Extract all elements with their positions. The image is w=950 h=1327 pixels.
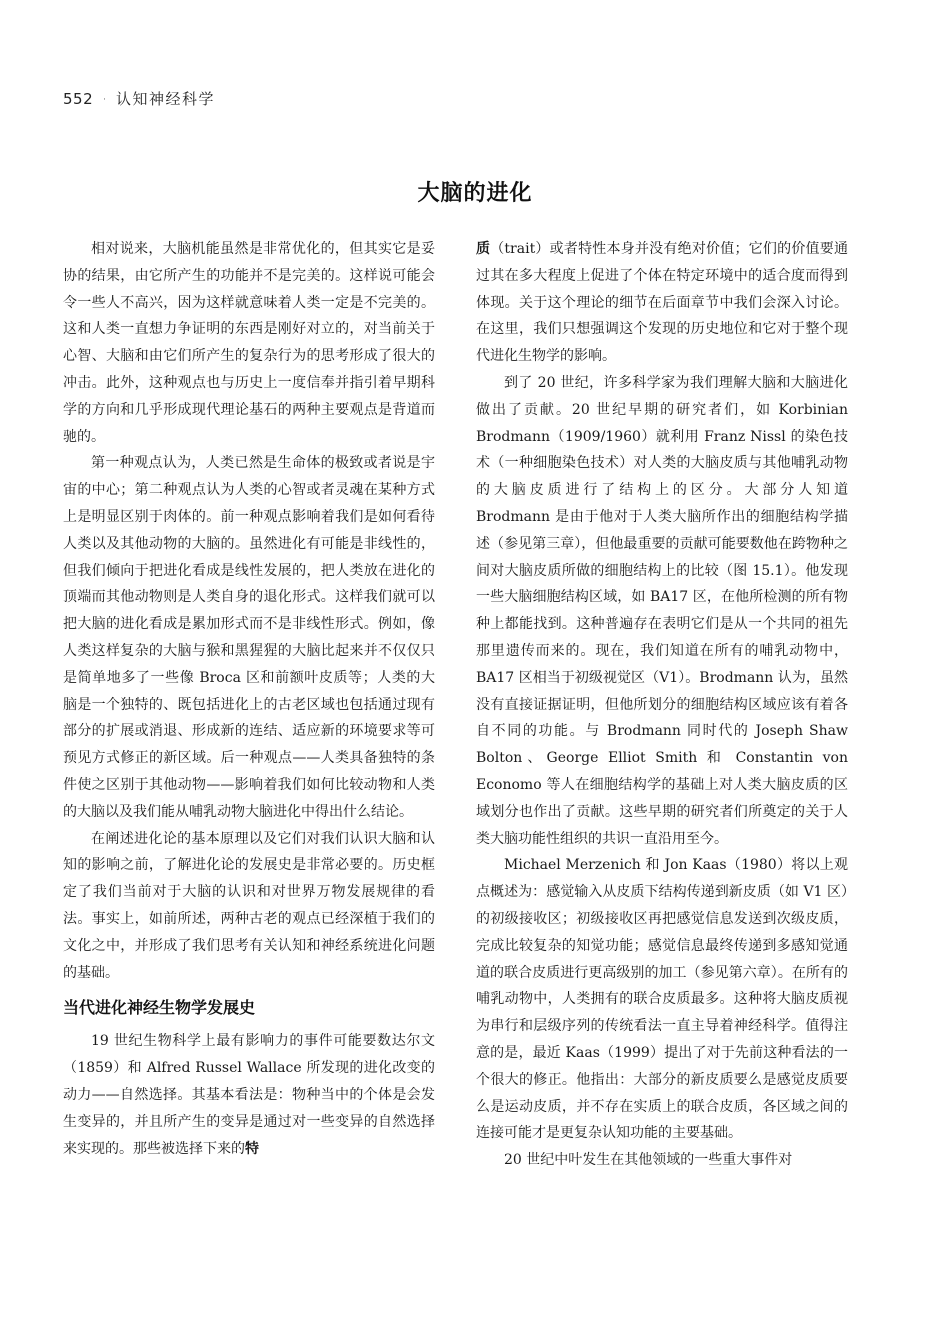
header-separator: · <box>103 94 107 105</box>
paragraph-text: （trait）或者特性本身并没有绝对价值；它们的价值要通过其在多大程度上促进了个体在特定环境中的适合度而得到体现。关于这个理论的细节在后面章节中我们会深入讨论。在这里，我们只想强调这个发现的历史地位和它对于整个现代进化生物学的影响。 <box>476 241 848 365</box>
paragraph-continued <box>476 236 848 370</box>
paragraph <box>63 1028 435 1162</box>
bold-term-start: 特 <box>245 1140 259 1157</box>
running-head <box>63 88 215 109</box>
left-column <box>63 236 435 1162</box>
paragraph: 到了 20 世纪，许多科学家为我们理解大脑和大脑进化做出了贡献。20 世纪早期的研究者们，如 Korbinian Brodmann（1909/1960）就利用 Franz Nissl 的染色技术（一种细胞染色技术）对人类的大脑皮质与其他哺乳动物的大脑皮质进行了结构上的区分。大部分人知道 Brodmann 是由于他对于人类大脑所作出的细胞结构学描述（参见第三章），但他最重要的贡献可能要数他在跨物种之间对大脑皮质所做的细胞结构上的比较（图 15.1）。他发现一些大脑细胞结构区域，如 BA17 区，在他所检测的所有物种上都能找到。这种普遍存在表明它们是从一个共同的祖先那里遗传而来的。现在，我们知道在所有的哺乳动物中，BA17 区相当于初级视觉区（V1）。Brodmann 认为，虽然没有直接证据证明，但他所划分的细胞结构区域应该有着各自不同的功能。与 Brodmann 同时代的 Joseph Shaw Bolton、George Elliot Smith 和 Constantin von Economo 等人在细胞结构学的基础上对人类大脑皮质的区域划分也作出了贡献。这些早期的研究者们所奠定的关于人类大脑功能性组织的共识一直沿用至今。 <box>476 374 848 847</box>
paragraph: 20 世纪中叶发生在其他领域的一些重大事件对 <box>504 1152 793 1169</box>
book-title: 认知神经科学 <box>116 90 216 108</box>
paragraph-text: 19 世纪生物科学上最有影响力的事件可能要数达尔文（1859）和 Alfred Russel Wallace 所发现的进化改变的动力——自然选择。其基本看法是：物种当中的个体是会发生变异的，并且所产生的变异是通过对一些变异的自然选择来实现的。那些被选择下来的 <box>63 1033 435 1157</box>
right-column <box>476 236 848 1174</box>
section-heading: 当代进化神经生物学发展史 <box>63 998 256 1018</box>
paragraph: 相对说来，大脑机能虽然是非常优化的，但其实它是妥协的结果，由它所产生的功能并不是完美的。这样说可能会令一些人不高兴，因为这样就意味着人类一定是不完美的。这和人类一直想力争证明的东西是刚好对立的，对当前关于心智、大脑和由它们所产生的复杂行为的思考形成了很大的冲击。此外，这种观点也与历史上一度信奉并指引着早期科学的方向和几乎形成现代理论基石的两种主要观点是背道而驰的。 <box>63 241 435 445</box>
paragraph: Michael Merzenich 和 Jon Kaas（1980）将以上观点概述为：感觉输入从皮质下结构传递到新皮质（如 V1 区）的初级接收区；初级接收区再把感觉信息发送到次级皮质，完成比较复杂的知觉功能；感觉信息最终传递到多感知觉通道的联合皮质进行更高级别的加工（参见第六章）。在所有的哺乳动物中，人类拥有的联合皮质最多。这种将大脑皮质视为串行和层级序列的传统看法一直主导着神经科学。值得注意的是，最近 Kaas（1999）提出了对于先前这种看法的一个很大的修正。他指出：大部分的新皮质要么是感觉皮质要么是运动皮质，并不存在实质上的联合皮质，各区域之间的连接可能才是更复杂认知功能的主要基础。 <box>476 857 848 1142</box>
paragraph: 第一种观点认为，人类已然是生命体的极致或者说是宇宙的中心；第二种观点认为人类的心智或者灵魂在某种方式上是明显区别于肉体的。前一种观点影响着我们是如何看待人类以及其他动物的大脑的。虽然进化有可能是非线性的，但我们倾向于把进化看成是线性发展的，把人类放在进化的顶端而其他动物则是人类自身的退化形式。这样我们就可以把大脑的进化看成是累加形式而不是非线性形式。例如，像人类这样复杂的大脑与猴和黑猩猩的大脑比起来并不仅仅只是简单地多了一些像 Broca 区和前额叶皮质等；人类的大脑是一个独特的、既包括进化上的古老区域也包括通过现有部分的扩展或消退、形成新的连结、适应新的环境要求等可预见方式修正的新区域。后一种观点——人类具备独特的条件使之区别于其他动物——影响着我们如何比较动物和人类的大脑以及我们能从哺乳动物大脑进化中得出什么结论。 <box>63 455 435 820</box>
bold-term-end: 质 <box>476 241 491 257</box>
chapter-title: 大脑的进化 <box>417 181 533 206</box>
page-number: 552 <box>63 90 94 108</box>
paragraph: 在阐述进化论的基本原理以及它们对我们认识大脑和认知的影响之前，了解进化论的发展史是非常必要的。历史框定了我们当前对于大脑的认识和对世界万物发展规律的看法。事实上，如前所述，两种古老的观点已经深植于我们的文化之中，并形成了我们思考有关认知和神经系统进化问题的基础。 <box>63 830 435 981</box>
